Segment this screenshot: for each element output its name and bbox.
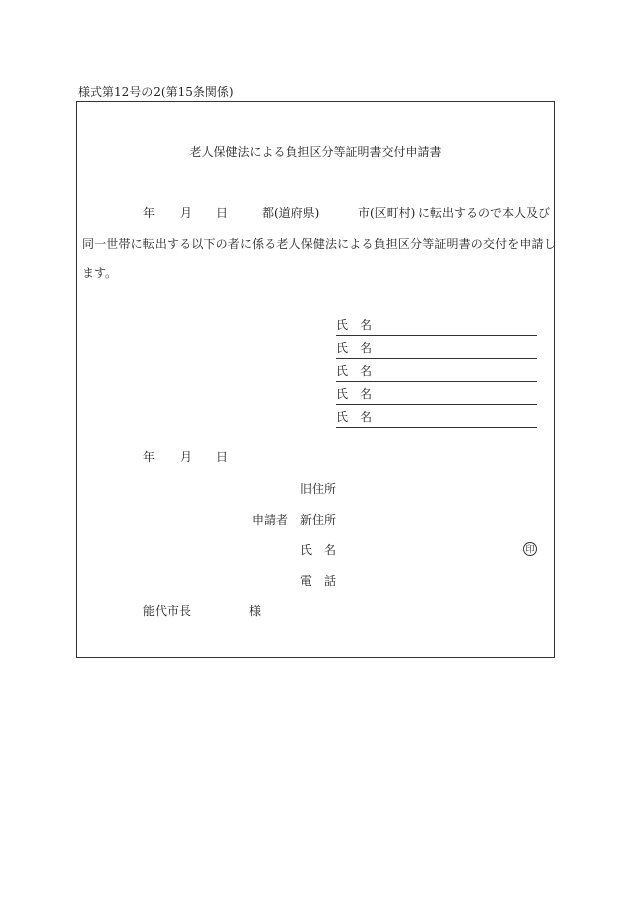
name-label-1b: 名 — [360, 318, 373, 332]
date-day: 日 — [216, 450, 229, 464]
body-line3: ます。 — [82, 266, 118, 280]
form-title: 老人保健法による負担区分等証明書交付申請書 — [189, 145, 442, 159]
seal-mark: 印 — [523, 542, 537, 556]
applicant-label: 申請者 — [252, 513, 289, 527]
name-line-3[interactable] — [336, 364, 537, 382]
name-label-4a: 氏 — [336, 387, 349, 401]
recipient-honorific: 様 — [249, 604, 262, 618]
body-line1-rest: に転出するので本人及び — [418, 206, 551, 220]
body-year: 年 — [143, 206, 156, 220]
name-line-2[interactable] — [336, 341, 537, 359]
new-address-label: 新住所 — [300, 513, 337, 527]
name-label-4b: 名 — [360, 387, 373, 401]
name-label-3a: 氏 — [336, 364, 349, 378]
name-line-1[interactable] — [336, 318, 537, 336]
phone-label-b: 話 — [324, 574, 337, 588]
name-label-3b: 名 — [360, 364, 373, 378]
phone-label-a: 電 — [300, 574, 313, 588]
name-line-4[interactable] — [336, 387, 537, 405]
body-prefecture: 都(道府県) — [262, 206, 320, 220]
body-month: 月 — [180, 206, 193, 220]
form-number: 様式第12号の2(第15条関係) — [78, 85, 234, 99]
applicant-name-label-a: 氏 — [300, 543, 313, 557]
date-year: 年 — [143, 450, 156, 464]
applicant-name-label-b: 名 — [324, 543, 337, 557]
recipient-office: 能代市長 — [143, 604, 192, 618]
old-address-label: 旧住所 — [300, 482, 337, 496]
name-label-5a: 氏 — [336, 410, 349, 424]
name-label-1a: 氏 — [336, 318, 349, 332]
name-label-2a: 氏 — [336, 341, 349, 355]
date-month: 月 — [180, 450, 193, 464]
body-city: 市(区町村) — [358, 206, 416, 220]
name-label-2b: 名 — [360, 341, 373, 355]
body-line2: 同一世帯に転出する以下の者に係る老人保健法による負担区分等証明書の交付を申請し — [82, 237, 556, 251]
name-line-5[interactable] — [336, 410, 537, 428]
body-day: 日 — [216, 206, 229, 220]
name-label-5b: 名 — [360, 410, 373, 424]
